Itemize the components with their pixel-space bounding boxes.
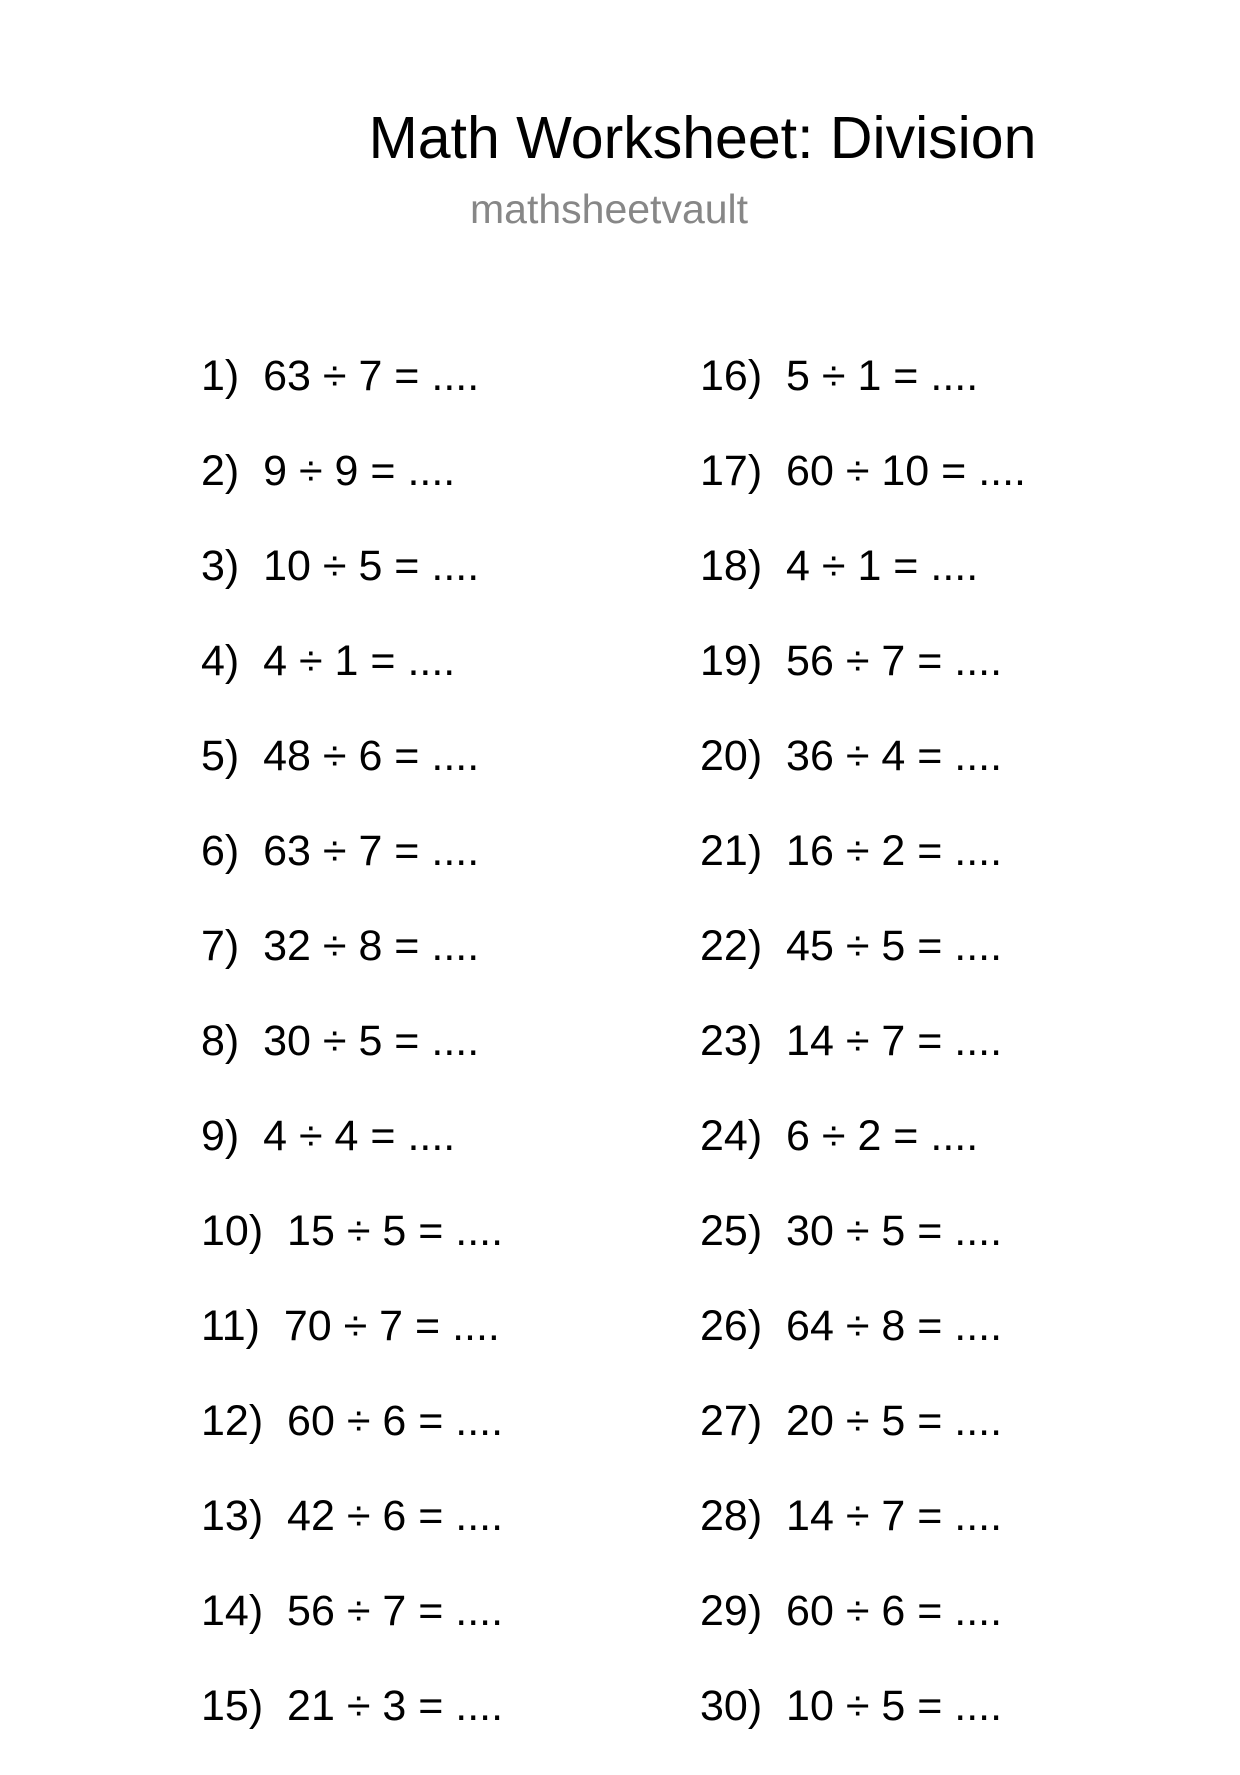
- problem-item: 7) 32 ÷ 8 = ....: [201, 922, 480, 970]
- problem-item: 20) 36 ÷ 4 = ....: [700, 732, 1003, 780]
- problem-item: 14) 56 ÷ 7 = ....: [201, 1587, 504, 1635]
- problem-item: 12) 60 ÷ 6 = ....: [201, 1397, 504, 1445]
- problem-column-left: [201, 350, 503, 1775]
- problem-item: 25) 30 ÷ 5 = ....: [700, 1207, 1003, 1255]
- problem-item: 1) 63 ÷ 7 = ....: [201, 352, 480, 400]
- problem-item: 19) 56 ÷ 7 = ....: [700, 637, 1003, 685]
- problem-item: 28) 14 ÷ 7 = ....: [700, 1492, 1003, 1540]
- problem-item: 24) 6 ÷ 2 = ....: [700, 1112, 979, 1160]
- problem-item: 3) 10 ÷ 5 = ....: [201, 542, 480, 590]
- problem-item: 9) 4 ÷ 4 = ....: [201, 1112, 456, 1160]
- problem-item: 29) 60 ÷ 6 = ....: [700, 1587, 1003, 1635]
- problem-item: 23) 14 ÷ 7 = ....: [700, 1017, 1003, 1065]
- problem-item: 18) 4 ÷ 1 = ....: [700, 542, 979, 590]
- problem-column-right: [700, 350, 1026, 1775]
- problem-item: 4) 4 ÷ 1 = ....: [201, 637, 456, 685]
- problem-item: 8) 30 ÷ 5 = ....: [201, 1017, 480, 1065]
- page-title: Math Worksheet: Division: [368, 105, 1037, 171]
- problem-item: 6) 63 ÷ 7 = ....: [201, 827, 480, 875]
- problem-item: 17) 60 ÷ 10 = ....: [700, 447, 1026, 495]
- problem-item: 13) 42 ÷ 6 = ....: [201, 1492, 504, 1540]
- problem-item: 16) 5 ÷ 1 = ....: [700, 352, 979, 400]
- problem-item: 27) 20 ÷ 5 = ....: [700, 1397, 1003, 1445]
- problem-item: 11) 70 ÷ 7 = ....: [201, 1302, 500, 1350]
- page-subtitle: mathsheetvault: [470, 186, 749, 232]
- problem-item: 5) 48 ÷ 6 = ....: [201, 732, 480, 780]
- problem-item: 21) 16 ÷ 2 = ....: [700, 827, 1003, 875]
- problem-item: 26) 64 ÷ 8 = ....: [700, 1302, 1003, 1350]
- problem-item: 22) 45 ÷ 5 = ....: [700, 922, 1003, 970]
- problem-item: 15) 21 ÷ 3 = ....: [201, 1682, 504, 1730]
- problem-item: 10) 15 ÷ 5 = ....: [201, 1207, 504, 1255]
- problem-item: 2) 9 ÷ 9 = ....: [201, 447, 456, 495]
- problem-item: 30) 10 ÷ 5 = ....: [700, 1682, 1003, 1730]
